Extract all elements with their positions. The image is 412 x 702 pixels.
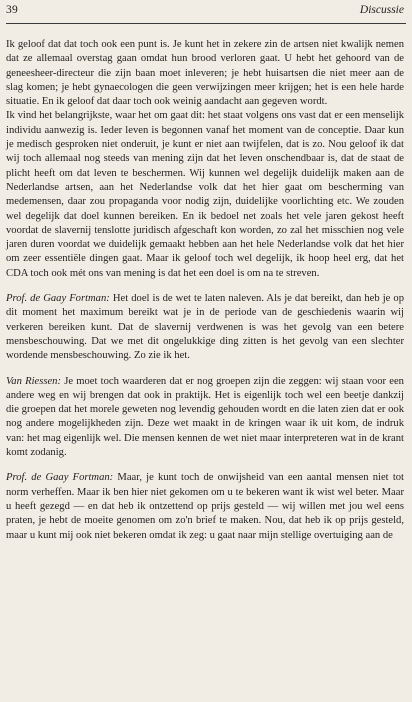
running-header bbox=[6, 4, 404, 24]
section-title: Discussie bbox=[359, 4, 404, 16]
paragraph bbox=[6, 38, 404, 109]
speaker-name: Van Riessen: bbox=[6, 375, 61, 387]
paragraph-text: Het doel is de wet te laten naleven. Als je dat bereikt, dan heb je op dit moment het maximum bereikt wat je in de periode van de geschiedenis waarin wij verkeren bereiken kunt. Dat de slavernij verdwenen is was het gevolg van een betere mensbeschouwing. Dat we met dit ongelukkige ding zitten is het gevolg van een slechter wordende mensbeschouwing. Zo zie ik het. bbox=[6, 293, 404, 362]
speaker-name: Prof. de Gaay Fortman: bbox=[6, 472, 114, 484]
paragraph-text: Ik geloof dat dat toch ook een punt is. Je kunt het in zekere zin de artsen niet kwalijk nemen dat ze allemaal overstag gaan omdat hun brood verloren gaat. U hebt het gehoord van de geneesheer-directeur die zijn baan moet inleveren; je hebt huisartsen die niet meer aan de slag komen; je hebt gynaecologen die geen verwijzingen meer krijgen; het is een hele harde situatie. En ik geloof dat daar toch ook weinig aandacht aan gegeven wordt. bbox=[6, 39, 404, 108]
paragraph bbox=[6, 471, 404, 542]
header-rule bbox=[6, 23, 406, 24]
page-number: 39 bbox=[6, 4, 18, 16]
paragraph bbox=[6, 292, 404, 363]
paragraph-text: Ik vind het belangrijkste, waar het om gaat dit: het staat volgens ons vast dat er een menselijk individu aanwezig is. Ieder leven is begonnen vanaf het moment van de conceptie. Daar kun je medisch gesproken niet onderuit, je kunt er niet aan twijfelen, dat is zo. Nou geloof ik dat wij toch allemaal nog steeds van mening zijn dat het leven onschendbaar is, dat de staat de plicht heeft om dat leven te beschermen. Wij kunnen wel degelijk duidelijk maken aan de Nederlandse artsen, aan het Nederlandse volk dat het hier gaat om bescherming van medemensen, daar zou propaganda voor nodig zijn, duidelijke voorlichting etc. We zouden wel degelijk dat doel kunnen bereiken. En ik bedoel net zoals het vele jaren gekost heeft voordat de slavernij tenslotte juridisch afgeschaft kon worden, zo zal het misschien nog vele jaren duren voordat we duidelijk gemaakt hebben aan het hele Nederlandse volk dat het hier om zeer essentiële dingen gaat. Maar ik geloof toch wel degelijk, ik hoop heel erg, dat het CDA toch ook mét ons van mening is dat het een doel is om na te streven. bbox=[6, 110, 404, 279]
speaker-name: Prof. de Gaay Fortman: bbox=[6, 293, 110, 305]
body-text bbox=[6, 38, 404, 543]
paragraph bbox=[6, 375, 404, 461]
paragraph-text: Maar, je kunt toch de onwijsheid van een aantal mensen niet tot norm verheffen. Maar ik ben hier niet gekomen om u te bekeren want ik wist wel beter. Maar u heeft gezegd — en dat heb ik ontzettend op prijs gesteld — wij willen met jou wel eens praten, je hebt de moeite genomen om zo'n brief te maken. Nou, dat heb ik op prijs gesteld, maar u kunt mij ook niet bekeren omdat ik zeg: u gaat naar mijn stellige overtuiging aan de bbox=[6, 472, 405, 541]
paragraph bbox=[6, 109, 404, 281]
paragraph-text: Je moet toch waarderen dat er nog groepen zijn die zeggen: wij staan voor een andere weg en wij brengen dat ook in praktijk. Het is eigenlijk toch wel een beetje dankzij die groepen dat het morele geweten nog levendig gehouden wordt en die laten zien dat er ook nog andere mogelijkheden zijn. Deze wet maakt in de kringen waar ik uit kom, de indruk van: het mag eigenlijk wel. Die mensen kennen de wet niet maar interpreteren wat in de krant komt zodanig. bbox=[6, 375, 404, 459]
